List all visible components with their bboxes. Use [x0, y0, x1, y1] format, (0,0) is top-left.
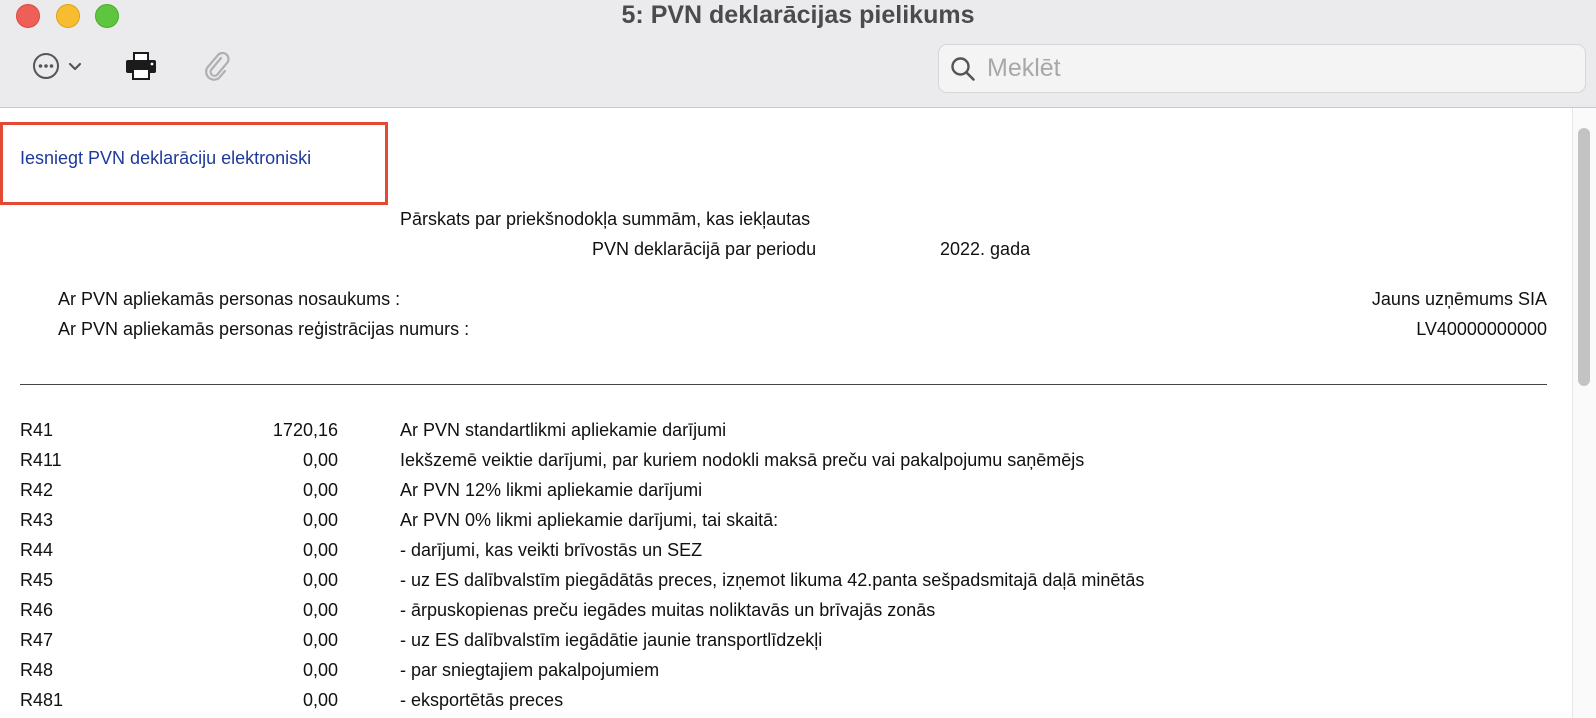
printer-icon [124, 51, 158, 86]
row-description: Ar PVN 12% likmi apliekamie darījumi [400, 480, 703, 500]
chevron-down-icon [68, 59, 82, 77]
row-code: R43 [20, 510, 54, 530]
table-row [0, 658, 1572, 688]
table-row [0, 688, 1572, 718]
registration-number-label: Ar PVN apliekamās personas reģistrācijas numurs : [58, 319, 470, 339]
table-row [0, 418, 1572, 448]
report-heading-line1: Pārskats par priekšnodokļa summām, kas iekļautas [400, 209, 811, 229]
row-description: - darījumi, kas veikti brīvostās un SEZ [400, 540, 703, 560]
company-name-label: Ar PVN apliekamās personas nosaukums : [58, 289, 401, 309]
company-name-value: Jauns uzņēmums SIA [1371, 289, 1547, 309]
row-description: - uz ES dalībvalstīm piegādātās preces, izņemot likuma 42.panta sešpadsmitajā daļā minētās [400, 570, 1145, 590]
search-icon [939, 44, 987, 93]
scrollbar-thumb[interactable] [1578, 128, 1590, 386]
table-row [0, 538, 1572, 568]
row-code: R46 [20, 600, 54, 620]
row-code: R47 [20, 630, 54, 650]
window-title: 5: PVN deklarācijas pielikums [621, 1, 975, 29]
table-row [0, 568, 1572, 598]
row-amount: 0,00 [302, 660, 338, 680]
paperclip-icon [201, 50, 231, 87]
row-description: Ar PVN standartlikmi apliekamie darījumi [400, 420, 727, 440]
row-description: Iekšzemē veiktie darījumi, par kuriem nodokli maksā preču vai pakalpojumu saņēmējs [400, 450, 1085, 470]
row-description: - eksportētās preces [400, 690, 564, 710]
row-code: R45 [20, 570, 54, 590]
search-field[interactable] [938, 44, 1586, 93]
row-code: R48 [20, 660, 54, 680]
report-period: 2022. gada [940, 239, 1031, 259]
row-amount: 0,00 [302, 570, 338, 590]
row-amount: 1720,16 [272, 420, 338, 440]
more-actions-button[interactable] [26, 50, 88, 86]
row-description: - ārpuskopienas preču iegādes muitas noliktavās un brīvajās zonās [400, 600, 936, 620]
print-button[interactable] [120, 50, 162, 86]
row-amount: 0,00 [302, 510, 338, 530]
row-amount: 0,00 [302, 600, 338, 620]
ellipsis-circle-icon [32, 52, 60, 85]
row-amount: 0,00 [302, 450, 338, 470]
vertical-scrollbar[interactable] [1572, 108, 1596, 718]
row-code: R44 [20, 540, 54, 560]
row-description: Ar PVN 0% likmi apliekamie darījumi, tai skaitā: [400, 510, 779, 530]
row-description: - uz ES dalībvalstīm iegādātie jaunie transportlīdzekļi [400, 630, 823, 650]
table-row [0, 508, 1572, 538]
row-code: R42 [20, 480, 54, 500]
attach-button[interactable] [196, 50, 236, 86]
registration-number-value: LV40000000000 [1416, 319, 1547, 339]
row-amount: 0,00 [302, 630, 338, 650]
report-heading-line2: PVN deklarācijā par periodu [592, 239, 817, 259]
row-code: R41 [20, 420, 54, 440]
toolbar [0, 0, 1596, 108]
table-row [0, 628, 1572, 658]
submit-electronically-link[interactable]: Iesniegt PVN deklarāciju elektroniski [20, 148, 312, 168]
row-code: R481 [20, 690, 64, 710]
divider [20, 384, 1547, 385]
declaration-rows [0, 418, 1572, 718]
table-row [0, 478, 1572, 508]
table-row [0, 448, 1572, 478]
row-amount: 0,00 [302, 690, 338, 710]
row-description: - par sniegtajiem pakalpojumiem [400, 660, 660, 680]
row-amount: 0,00 [302, 480, 338, 500]
table-row [0, 598, 1572, 628]
row-code: R411 [20, 450, 62, 470]
search-input[interactable] [987, 54, 1547, 83]
row-amount: 0,00 [302, 540, 338, 560]
